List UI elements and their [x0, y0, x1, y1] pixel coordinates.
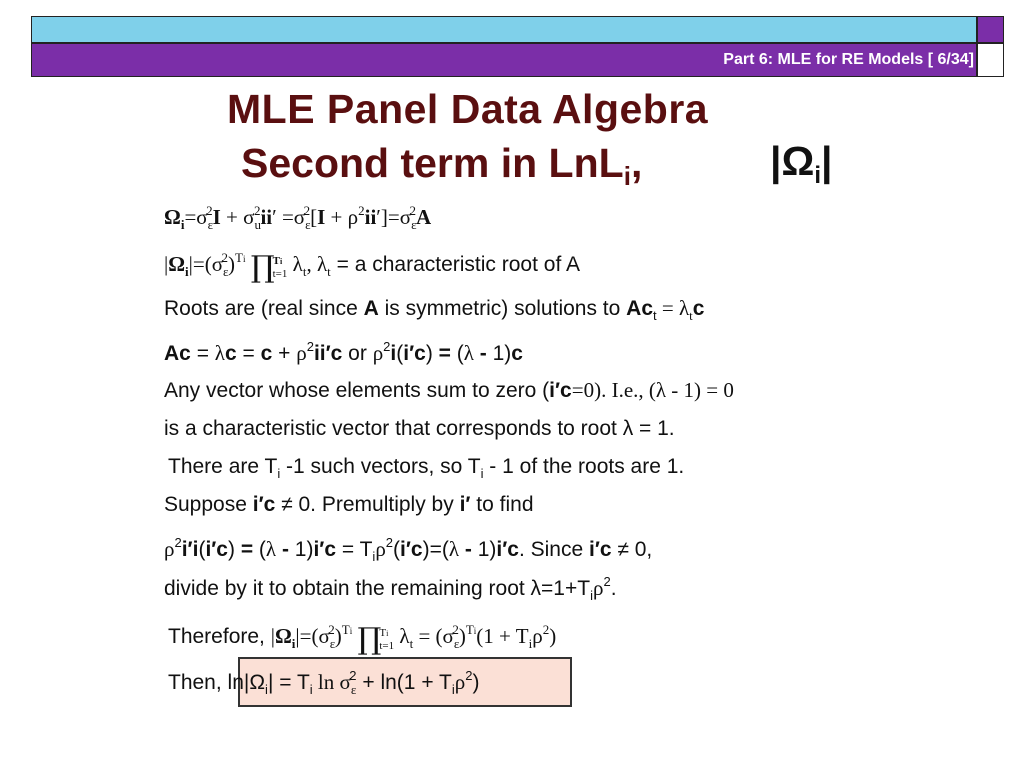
- header-corner-square-white: [977, 43, 1004, 77]
- then-equation: Then, $\ln|\Omega_i| = T_i$ $\ln \sigma_\varepsilon^2 + \ln(1 + T_i\rho^2)$: [168, 668, 480, 697]
- slide-label: Part 6: MLE for RE Models [ 6/34]: [723, 51, 974, 68]
- therefore-equation: Therefore, $|\Omega_i|=(\sigma_\varepsilon^2)^{Ti}$ ∏Ti t=1 $\lambda_t = (\sigma_\varepsilon^2)^{Ti}(1 + T_i\rho^2)$: [168, 622, 557, 657]
- title-omega: $|\Omega_i|$: [770, 138, 833, 189]
- there-are-statement: There are $T_i$ -1 such vectors, so $T_i - 1$ of the roots are 1.: [168, 455, 685, 481]
- equation-omega-definition: $\Omega_i=\sigma_\varepsilon^2I + \sigma_u^2ii' =\sigma_\varepsilon^2[I + \rho^2ii']=\sigma_\varepsilon^2A$: [164, 203, 432, 232]
- title-line-2: Second term in LnL$_i$,: [241, 140, 643, 191]
- equation-ac: $Ac = \lambda c = c + \rho^2ii'c$ or $\rho^2i(i'c) = (\lambda - 1)c$: [164, 339, 523, 365]
- any-vector-statement: Any vector whose elements sum to zero (i′c=0). I.e., (λ - 1) = 0: [164, 378, 734, 402]
- remaining-root-statement: divide by it to obtain the remaining root $\lambda=1+T_i\rho^2$.: [164, 574, 617, 603]
- equation-determinant: $|\Omega_i|=(\sigma_\varepsilon^2)^{Ti}$ ∏Ti t=1 $\lambda_t$, $\lambda_t = a$ characteristic root of A: [164, 250, 580, 285]
- title-line-1: MLE Panel Data Algebra: [227, 86, 709, 132]
- suppose-statement: Suppose i′c ≠ 0. Premultiply by i′ to find: [164, 493, 534, 516]
- header-corner-square: [977, 16, 1004, 43]
- header-top-bar: [31, 16, 977, 43]
- roots-statement: Roots are (real since A is symmetric) solutions to $Ac_t = \lambda_tc$: [164, 296, 705, 323]
- characteristic-vector-statement: is a characteristic vector that corresponds to root λ = 1.: [164, 417, 675, 440]
- premultiply-equation: $\rho^2i'i(i'c) = (\lambda - 1)i'c = T_i\rho^2(i'c)=(\lambda - 1)i'c$. Since i′c ≠ 0,: [164, 535, 653, 564]
